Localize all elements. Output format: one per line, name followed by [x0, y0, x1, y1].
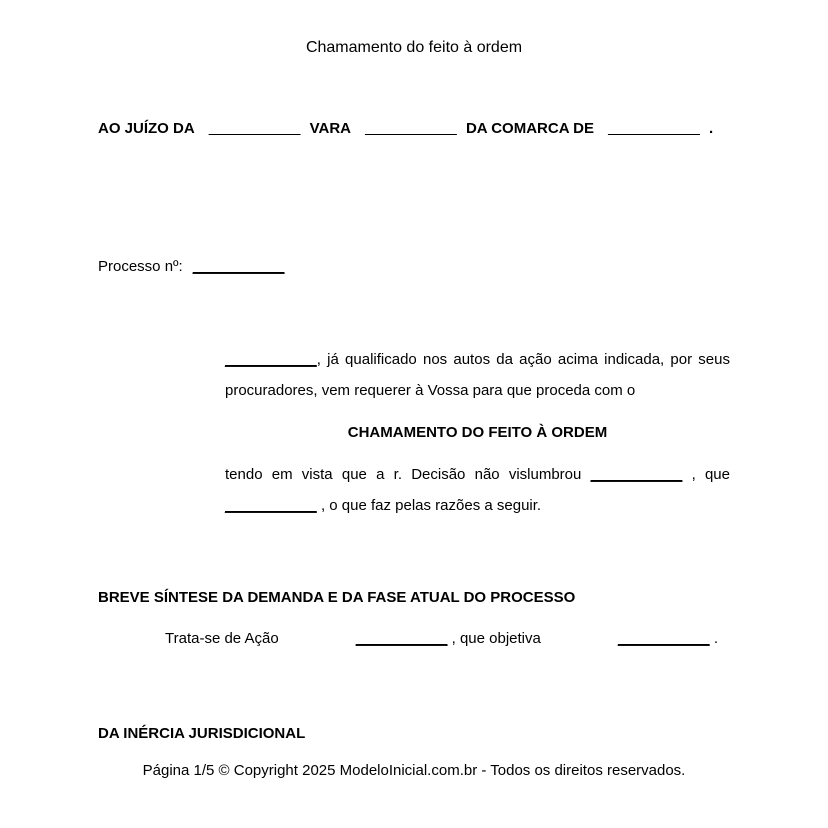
court-line-text-4: .: [708, 120, 714, 137]
blank-field-comarca: ___________: [608, 120, 700, 137]
page-footer-copyright: Página 1/5 © Copyright 2025 ModeloInicial.com.br - Todos os direitos reservados.: [142, 762, 686, 779]
intro-line-1-text: , já qualificado nos autos da ação acima indicada, por seus: [316, 351, 730, 368]
court-line-text-1: AO JUÍZO DA: [98, 120, 195, 137]
blank-field-vara-type: ___________: [365, 120, 457, 137]
court-line-text-2: VARA: [309, 120, 352, 137]
request-paragraph-line-2: [225, 497, 730, 515]
document-title: Chamamento do feito à ordem: [305, 39, 523, 56]
blank-field-decision-issue: ___________: [590, 466, 683, 483]
section-heading-breve-sintese: BREVE SÍNTESE DA DEMANDA E DA FASE ATUAL DO PROCESSO: [98, 589, 576, 606]
blank-field-objective: ___________: [617, 630, 710, 647]
summary-text-3: .: [713, 630, 718, 647]
blank-field-party-name: ___________: [225, 351, 317, 368]
intro-paragraph-line-2: procuradores, vem requerer à Vossa para que proceda com o: [225, 382, 636, 399]
summary-segment-2: [356, 630, 541, 648]
process-number-line: [98, 258, 284, 276]
court-address-line: [98, 120, 730, 138]
intro-paragraph-line-1: [225, 351, 730, 369]
process-number-label: Processo nº:: [98, 258, 183, 275]
request-line-1-text: tendo em vista que a r. Decisão não vislumbrou: [225, 466, 582, 483]
section-heading-inercia-jurisdicional: DA INÉRCIA JURISDICIONAL: [98, 725, 306, 742]
request-paragraph-line-1: [225, 466, 730, 484]
summary-segment-3: [618, 630, 718, 648]
summary-line: [165, 630, 718, 648]
petition-main-heading: CHAMAMENTO DO FEITO À ORDEM: [347, 424, 608, 441]
blank-field-process-number: ___________: [192, 258, 285, 275]
request-line-2-text: , o que faz pelas razões a seguir.: [320, 497, 542, 514]
summary-text-1: Trata-se de Ação: [165, 630, 279, 647]
blank-field-vara-number: ___________: [208, 120, 301, 137]
summary-text-2: , que objetiva: [451, 630, 541, 647]
blank-field-action-type: ___________: [355, 630, 448, 647]
request-line-1-tail: , que: [691, 466, 730, 483]
court-line-text-3: DA COMARCA DE: [465, 120, 595, 137]
blank-field-consequence: ___________: [225, 497, 317, 514]
